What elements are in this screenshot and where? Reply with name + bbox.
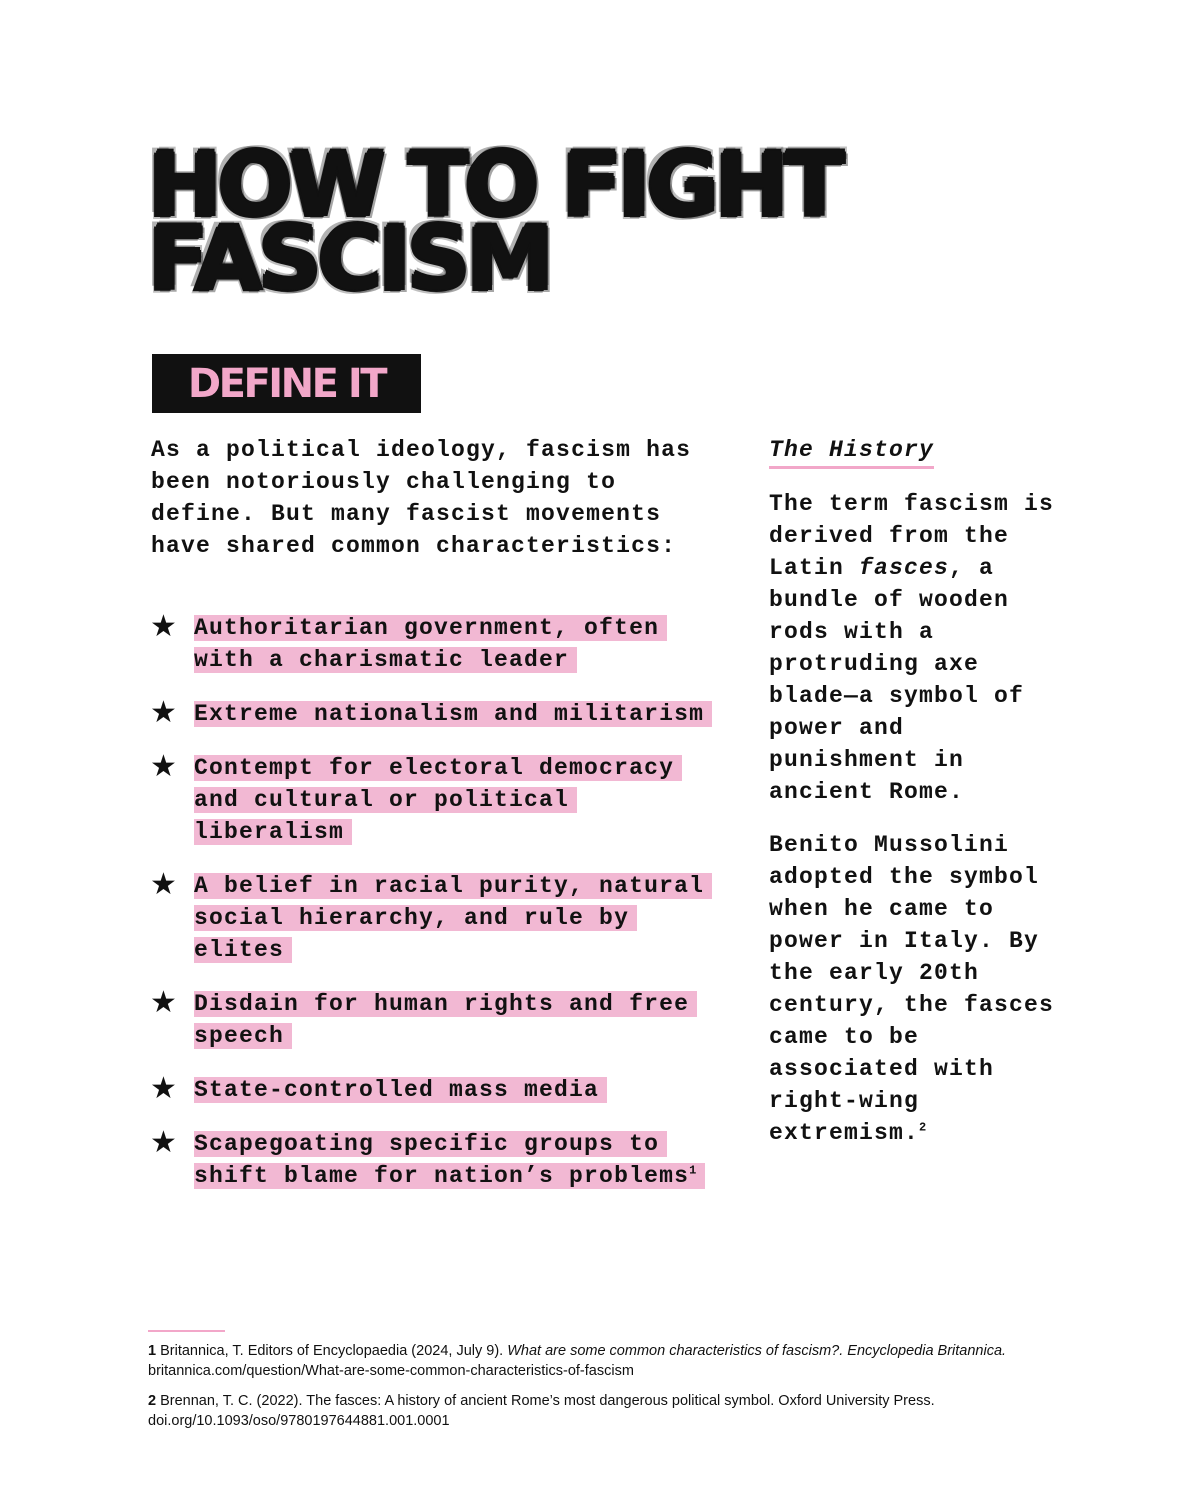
list-item-text: Authoritarian government, often with a charismatic leader [194,615,667,673]
list-item-text: Scapegoating specific groups to shift blame for nation’s problems [194,1131,690,1189]
list-item-text: Contempt for electoral democracy and cultural or political liberalism [194,755,682,845]
list-item [150,749,730,848]
list-item [150,867,730,966]
list-item [150,695,730,730]
footnote-divider [148,1330,225,1332]
intro-paragraph: As a political ideology, fascism has been notoriously challenging to define. But many fascist movements have shared common characteristics: [151,437,692,559]
history-p2-text: Benito Mussolini adopted the symbol when he came to power in Italy. By the early 20th century, the fasces came to be associated with right-wing extremism. [769,832,1055,1146]
history-p1-text: The term fascism is derived from the Latin [769,491,1055,581]
footnote-text: Britannica, T. Editors of Encyclopaedia (2024, July 9). [160,1343,508,1359]
section-label-box [152,354,421,413]
list-item [150,1125,730,1192]
characteristics-list [150,609,730,1214]
star-icon: ★ [150,1125,179,1160]
star-icon: ★ [150,609,179,644]
section-label: DEFINE IT [187,360,386,407]
history-p1-text-end: , a bundle of wooden rods with a protruding axe blade—a symbol of power and punishment in ancient Rome. [769,555,1025,805]
history-paragraph-2 [769,829,1069,1149]
footnote-ref-1: 1 [689,1163,698,1178]
list-item-text: A belief in racial purity, natural social hierarchy, and rule by elites [194,873,712,963]
history-p1-latin-term: fasces [859,555,950,581]
footnote-ref-2: 2 [919,1120,928,1135]
footnote-1 [148,1341,1048,1381]
list-item-text: State-controlled mass media [194,1077,607,1103]
star-icon: ★ [150,695,179,730]
list-item-text: Disdain for human rights and free speech [194,991,697,1049]
list-item-text: Extreme nationalism and militarism [194,701,712,727]
footnote-text: Brennan, T. C. (2022). The fasces: A history of ancient Rome’s most dangerous political symbol. Oxford University Press. [160,1393,935,1409]
footnote-url: doi.org/10.1093/oso/9780197644881.001.0001 [148,1413,450,1429]
history-heading: The History [769,434,934,469]
star-icon: ★ [150,867,179,902]
list-item [150,1071,730,1106]
star-icon: ★ [150,749,179,784]
history-paragraph-1 [769,488,1069,808]
footnote-url: britannica.com/question/What-are-some-common-characteristics-of-fascism [148,1363,634,1379]
star-icon: ★ [150,985,179,1020]
list-item [150,985,730,1052]
list-item [150,609,730,676]
title-line-1: HOW TO FIGHT [148,133,841,236]
star-icon: ★ [150,1071,179,1106]
title-line-2: FASCISM [148,207,550,310]
page-title [148,133,841,310]
footnote-number: 2 [148,1393,157,1409]
footnote-title: What are some common characteristics of fascism?. Encyclopedia Britannica. [507,1343,1007,1359]
footnote-number: 1 [148,1343,157,1359]
footnote-2 [148,1391,1048,1431]
